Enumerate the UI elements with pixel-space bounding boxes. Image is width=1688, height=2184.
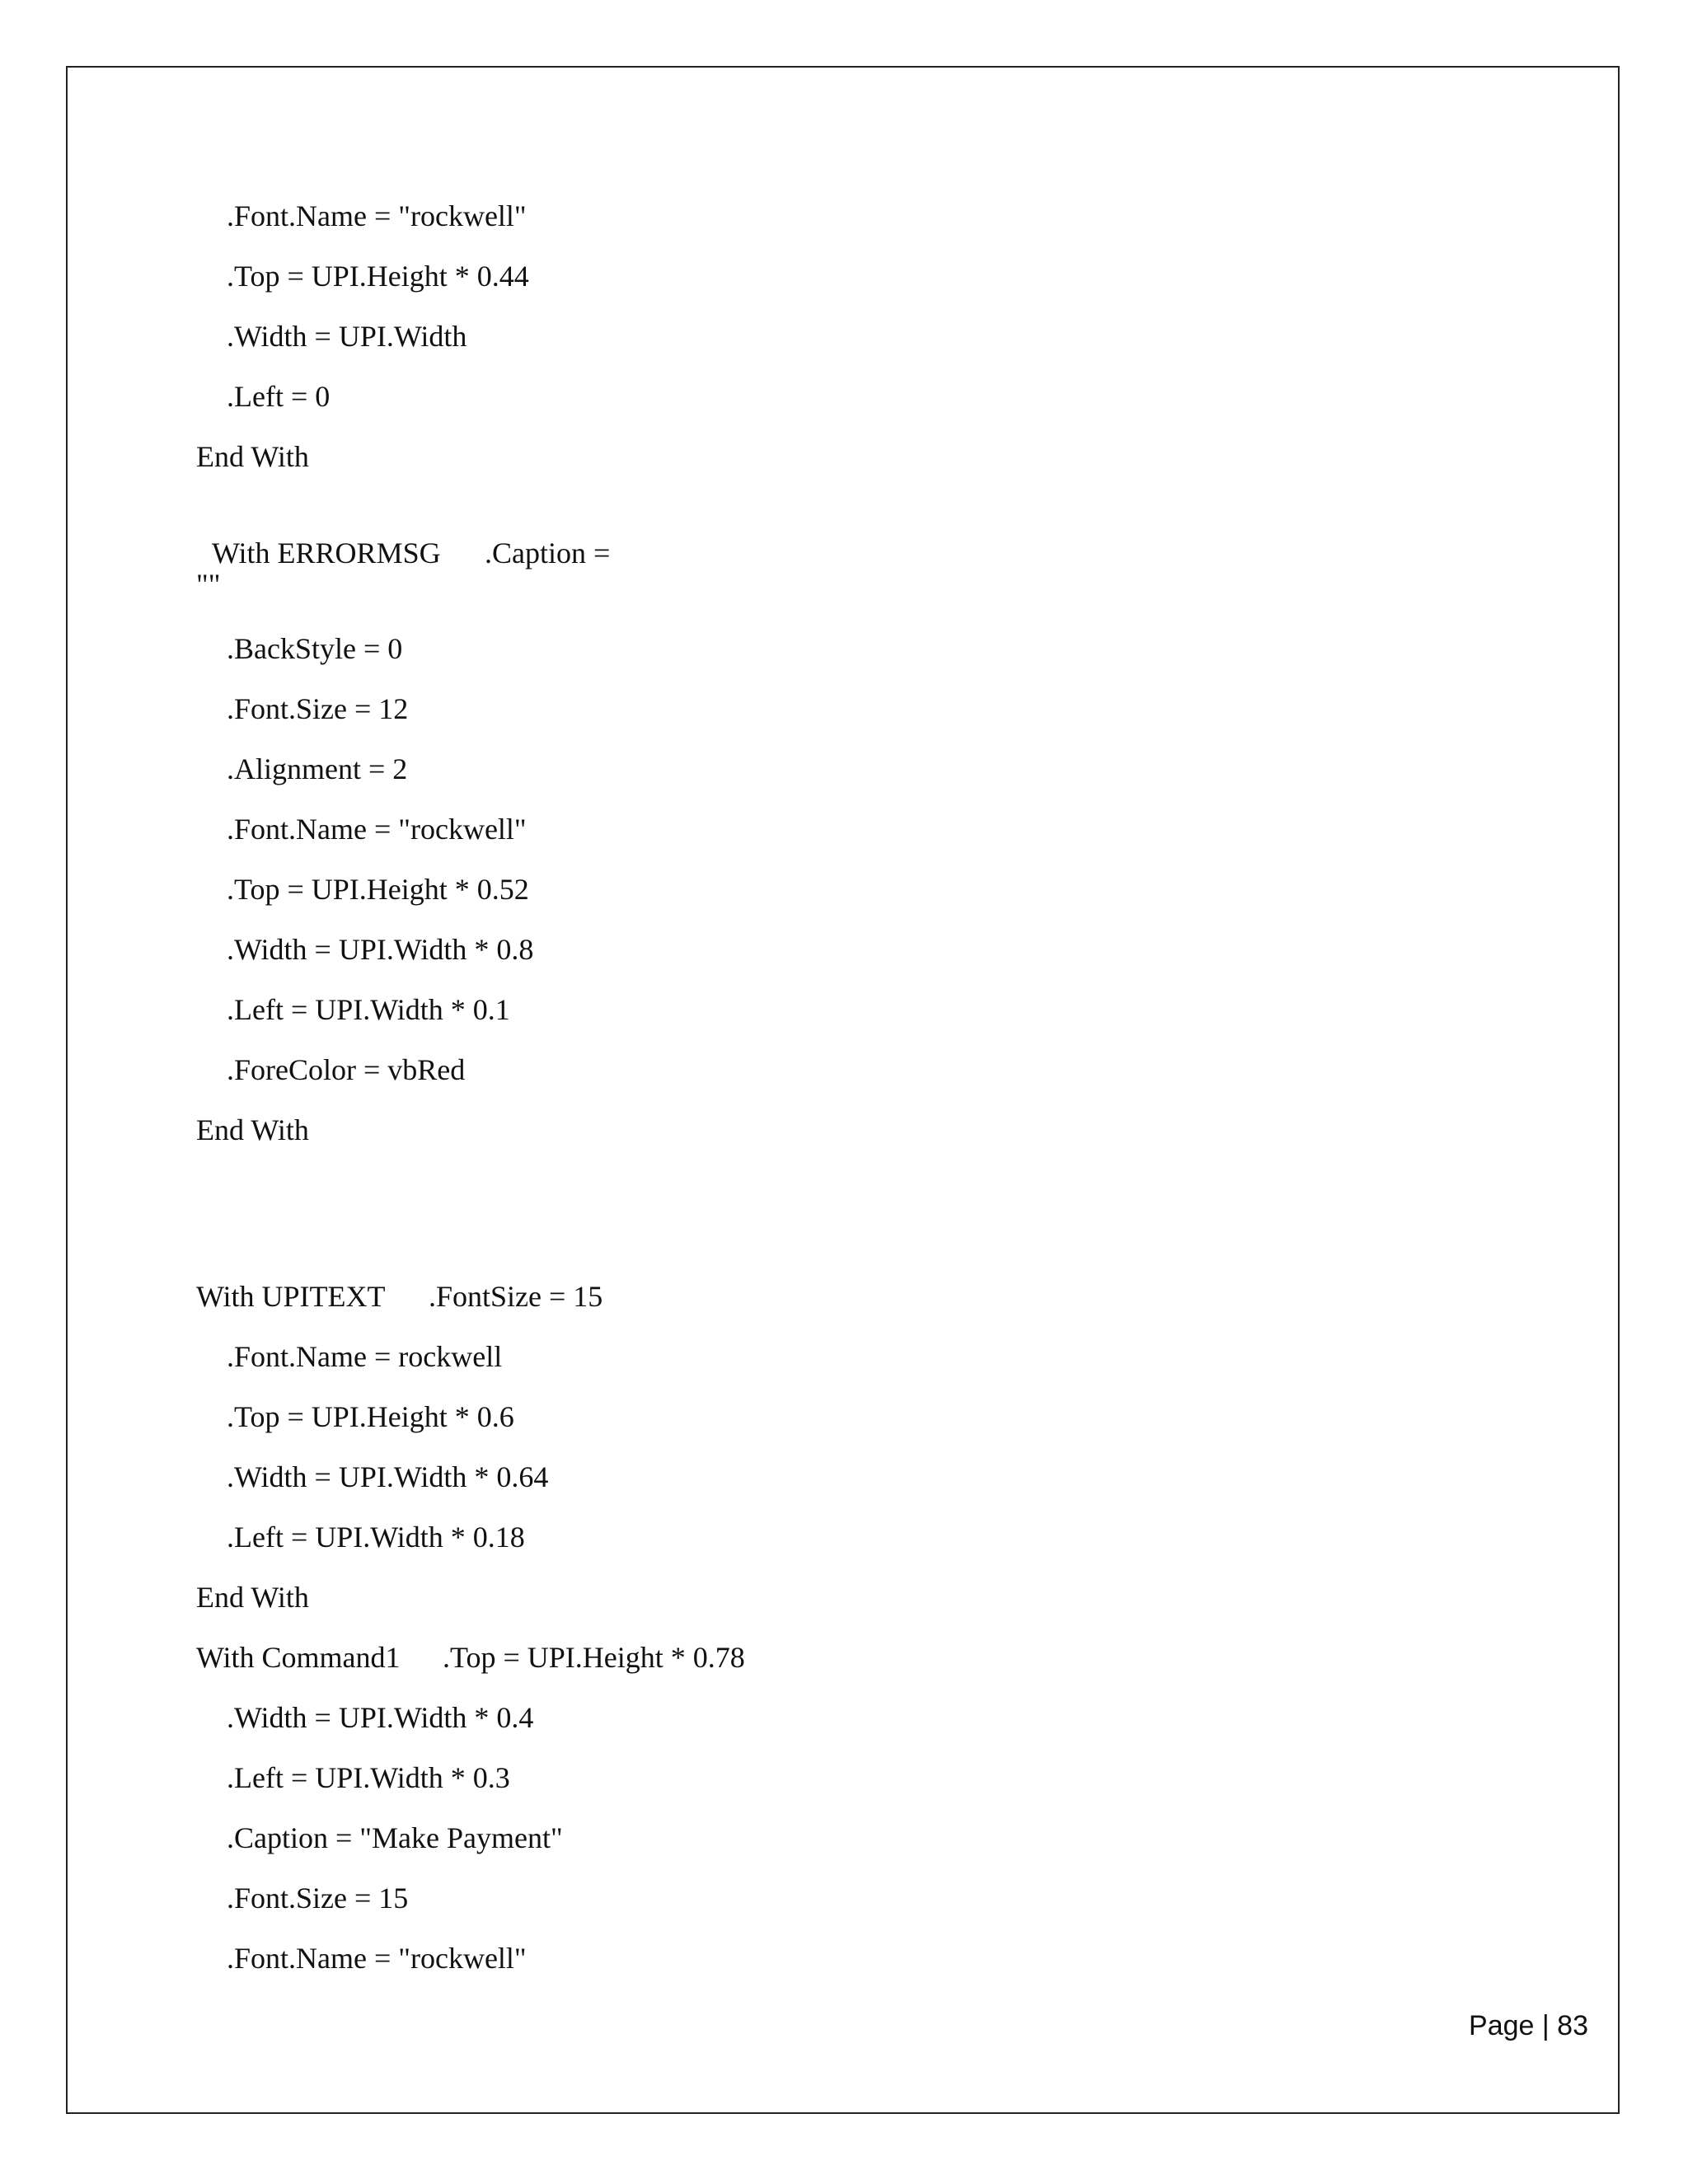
- code-line: With ERRORMSG: [212, 537, 441, 569]
- code-line: .Font.Name = "rockwell": [227, 199, 527, 232]
- page-border: [66, 66, 1620, 2114]
- code-line: "": [196, 568, 221, 601]
- page-number: Page | 83: [1469, 2010, 1588, 2041]
- code-line: .Left = UPI.Width * 0.3: [227, 1761, 510, 1794]
- code-line: .FontSize = 15: [429, 1280, 603, 1313]
- code-line: .Width = UPI.Width: [227, 320, 467, 353]
- code-line: .BackStyle = 0: [227, 632, 403, 665]
- code-line: .Left = UPI.Width * 0.1: [227, 993, 510, 1026]
- code-line: .Left = 0: [227, 380, 331, 413]
- code-line: .Width = UPI.Width * 0.64: [227, 1460, 549, 1493]
- code-line: .Width = UPI.Width * 0.8: [227, 933, 534, 966]
- code-line: End With: [196, 440, 309, 473]
- code-line: End With: [196, 1113, 309, 1146]
- code-line: .Caption = "Make Payment": [227, 1821, 563, 1854]
- code-line: .Font.Name = "rockwell": [227, 813, 527, 846]
- code-line: .Left = UPI.Width * 0.18: [227, 1521, 525, 1554]
- code-line: With UPITEXT: [196, 1280, 386, 1313]
- code-line: .Caption =: [485, 537, 611, 569]
- code-line: .Font.Size = 12: [227, 692, 409, 725]
- code-line: .Font.Name = rockwell: [227, 1340, 503, 1373]
- code-line: .Font.Size = 15: [227, 1882, 409, 1915]
- code-line: .Font.Name = "rockwell": [227, 1942, 527, 1975]
- code-line: .Top = UPI.Height * 0.6: [227, 1400, 514, 1433]
- code-line: .Top = UPI.Height * 0.78: [443, 1641, 745, 1674]
- code-line: .Alignment = 2: [227, 752, 408, 785]
- code-line: .Top = UPI.Height * 0.52: [227, 873, 529, 906]
- code-line: End With: [196, 1581, 309, 1614]
- code-line: .Top = UPI.Height * 0.44: [227, 260, 529, 293]
- code-line: With Command1: [196, 1641, 401, 1674]
- code-line: .ForeColor = vbRed: [227, 1053, 466, 1086]
- code-line: .Width = UPI.Width * 0.4: [227, 1701, 534, 1734]
